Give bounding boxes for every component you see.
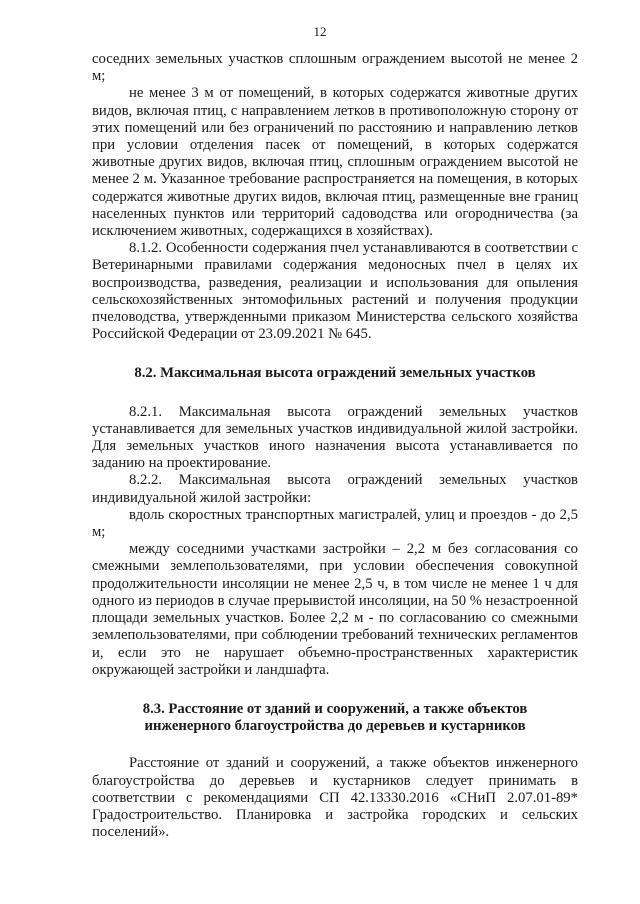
section-heading-8-3-line2: инженерного благоустройства до деревьев и кустарников xyxy=(144,718,526,735)
paragraph-8-2-2: 8.2.2. Максимальная высота ограждений земельных участков индивидуальной жилой застройки: xyxy=(92,472,578,506)
section-heading-8-3-line1: 8.3. Расстояние от зданий и сооружений, а также объектов xyxy=(142,700,528,717)
section-heading-8-3 xyxy=(92,701,578,735)
paragraph-8-1-2: 8.1.2. Особенности содержания пчел устанавливаются в соответствии с Ветеринарными правилами содержания медоносных пчел в целях их воспроизводства, разведения, реализации и использования для опыления сельскохозяйственных энтомофильных растений и получения продукции пчеловодства, утвержденными приказом Министерства сельского хозяйства Российской Федерации от 23.09.2021 № 645. xyxy=(92,240,578,343)
paragraph-distance-from-animal-premises: не менее 3 м от помещений, в которых содержатся животные других видов, включая птиц, с направлением летков в противоположную сторону от этих помещений или без ограничений по расстоянию и направлению летков при условии отделения пасек от помещений, в которых содержатся животные других видов, включая птиц, сплошным ограждением высотой не менее 2 м. Указанное требование распространяется на помещения, в которых содержатся животные других видов, включая птиц, размещенные вне границ населенных пунктов или территорий садоводства или огородничества (за исключением животных, содержащихся в хозяйствах). xyxy=(92,85,578,240)
section-heading-8-2: 8.2. Максимальная высота ограждений земельных участков xyxy=(134,365,536,382)
paragraph-8-3: Расстояние от зданий и сооружений, а также объектов инженерного благоустройства до деревьев и кустарников следует принимать в соответствии с рекомендациями СП 42.13330.2016 «СНиП 2.07.01-89* Градостроительство. Планировка и застройка городских и сельских поселений». xyxy=(92,755,578,841)
document-body xyxy=(92,51,578,841)
paragraph-8-2-1: 8.2.1. Максимальная высота ограждений земельных участков устанавливается для земельных участков индивидуальной жилой застройки. Для земельных участков иного назначения высота устанавливается по заданию на проектирование. xyxy=(92,403,578,472)
paragraph-between-plots: между соседними участками застройки – 2,2 м без согласования со смежными землепользователями, при условии обеспечения совокупной продолжительности инсоляции не менее 2,5 ч, в том числе не менее 1 ч для одного из периодов в случае прерывистой инсоляции, на 50 % незастроенной площади земельных участков. Более 2,2 м - по согласованию со смежными землепользователями, при соблюдении требований технических регламентов и, если это не нарушает объемно-пространственных характеристик окружающей застройки и ландшафта. xyxy=(92,541,578,678)
paragraph-along-highways: вдоль скоростных транспортных магистралей, улиц и проездов - до 2,5 м; xyxy=(92,506,578,541)
page-number: 12 xyxy=(313,24,327,39)
paragraph-fence-neighbors: соседних земельных участков сплошным ограждением высотой не менее 2 м; xyxy=(92,51,578,85)
